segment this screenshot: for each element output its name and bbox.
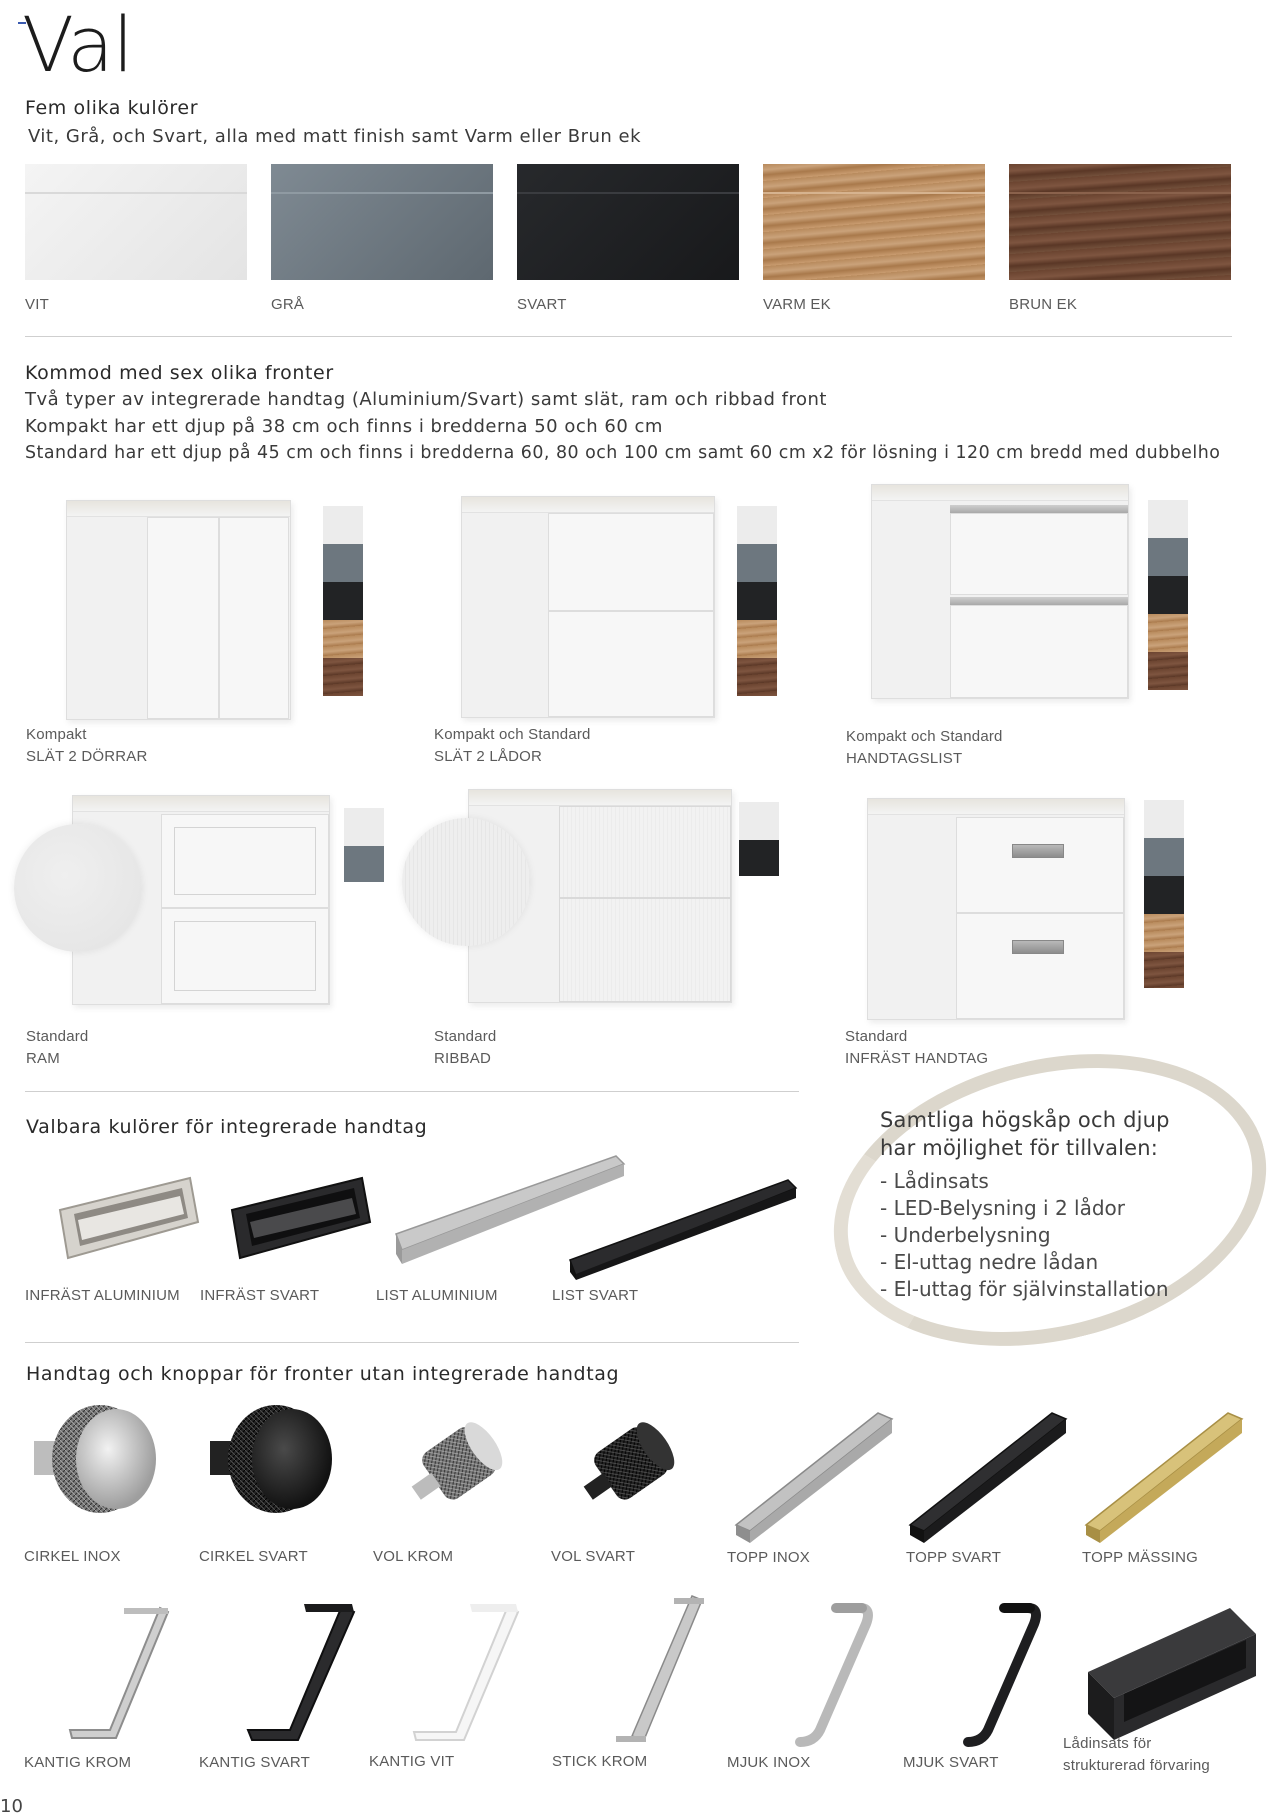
color-chip-vit — [323, 506, 363, 544]
infrast-svart-icon — [232, 1178, 370, 1258]
knobs-heading: Handtag och knoppar för fronter utan integrerade handtag — [26, 1363, 620, 1385]
cabinet-slat-2-lador — [461, 496, 715, 718]
color-chip-vit — [1144, 800, 1184, 838]
handle-label-kantig-svart: KANTIG SVART — [199, 1754, 311, 1771]
stick-krom-icon — [616, 1596, 704, 1742]
cabinet-handtagslist — [871, 484, 1129, 699]
detail-zoom-ram — [14, 824, 142, 952]
cirkel-inox-icon — [34, 1405, 156, 1513]
knob-label-cirkel-inox: CIRKEL INOX — [24, 1548, 121, 1565]
vol-krom-icon — [400, 1416, 509, 1516]
kantig-krom-icon — [70, 1608, 168, 1738]
fronts-line-1: Två typer av integrerade handtag (Aluminium/Svart) samt slät, ram och ribbad front — [25, 389, 827, 410]
cabinet-6-type: Standard — [845, 1028, 908, 1045]
option-item: - LED-Belysning i 2 lådor — [880, 1196, 1126, 1220]
swatch-label-svart: SVART — [517, 296, 567, 313]
option-item: - El-uttag för självinstallation — [880, 1277, 1169, 1301]
color-chip-svart — [1144, 876, 1184, 914]
knob-label-topp-svart: TOPP SVART — [906, 1549, 1002, 1566]
ladinsats-icon — [1088, 1608, 1256, 1740]
swatch-svart — [517, 164, 739, 280]
swatch-label-gra: GRÅ — [271, 296, 305, 313]
page-title: Val — [22, 0, 133, 89]
cabinet-4-name: RAM — [26, 1050, 60, 1067]
color-chip-gra — [323, 544, 363, 582]
cabinet-2-name: SLÄT 2 LÅDOR — [434, 748, 543, 765]
section-divider — [25, 1342, 799, 1343]
option-item: - El-uttag nedre lådan — [880, 1250, 1099, 1274]
swatch-label-varm-ek: VARM EK — [763, 296, 831, 313]
insert-label-line-2: strukturerad förvaring — [1063, 1757, 1210, 1774]
infrast-aluminium-icon — [60, 1178, 198, 1258]
color-chip-varm-ek — [1144, 914, 1184, 952]
handle-label-infrast-aluminium: INFRÄST ALUMINIUM — [25, 1287, 180, 1304]
mjuk-svart-icon — [968, 1608, 1036, 1742]
color-chip-vit — [737, 506, 777, 544]
topp-svart-icon — [910, 1413, 1066, 1543]
color-chip-gra — [1148, 538, 1188, 576]
option-item: - Lådinsats — [880, 1169, 989, 1193]
mjuk-inox-icon — [800, 1608, 868, 1742]
color-chip-svart — [739, 840, 779, 876]
section-divider — [25, 1091, 799, 1092]
cabinet-3-name: HANDTAGSLIST — [846, 750, 963, 767]
handles-row-2-illustration — [20, 1590, 1260, 1750]
section-divider — [25, 336, 1232, 337]
insert-label-line-1: Lådinsats för — [1063, 1735, 1152, 1752]
integrated-handles-illustration — [40, 1150, 810, 1280]
kantig-svart-icon — [248, 1604, 354, 1740]
knob-label-cirkel-svart: CIRKEL SVART — [199, 1548, 308, 1565]
cabinet-6-name: INFRÄST HANDTAG — [845, 1050, 989, 1067]
knobs-row-1-illustration — [20, 1395, 1260, 1545]
color-chip-gra — [1144, 838, 1184, 876]
knob-label-vol-svart: VOL SVART — [551, 1548, 636, 1565]
options-title-line-2: har möjlighet för tillvalen: — [880, 1136, 1159, 1160]
colors-subheading: Vit, Grå, och Svart, alla med matt finish samt Varm eller Brun ek — [28, 126, 642, 147]
swatch-label-brun-ek: BRUN EK — [1009, 296, 1078, 313]
color-chip-svart — [1148, 576, 1188, 614]
options-title-line-1: Samtliga högskåp och djup — [880, 1108, 1170, 1132]
list-svart-icon — [570, 1180, 796, 1280]
fronts-line-3: Standard har ett djup på 45 cm och finns i bredderna 60, 80 och 100 cm samt 60 cm x2 för lösning i 120 cm bredd med dubbelho — [25, 443, 1221, 463]
handle-label-list-aluminium: LIST ALUMINIUM — [376, 1287, 498, 1304]
color-chip-svart — [737, 582, 777, 620]
color-chip-vit — [739, 802, 779, 840]
colors-heading: Fem olika kulörer — [25, 97, 199, 119]
color-chip-gra — [344, 846, 384, 882]
detail-zoom-ribbad — [402, 818, 530, 946]
knob-label-topp-massing: TOPP MÄSSING — [1082, 1549, 1199, 1566]
cabinet-5-name: RIBBAD — [434, 1050, 492, 1067]
knob-label-vol-krom: VOL KROM — [373, 1548, 454, 1565]
swatch-brun-ek — [1009, 164, 1231, 280]
swatch-varm-ek — [763, 164, 985, 280]
color-chip-vit — [1148, 500, 1188, 538]
swatch-vit — [25, 164, 247, 280]
color-chip-vit — [344, 808, 384, 846]
color-chip-brun-ek — [1144, 952, 1184, 988]
page-number: 10 — [0, 1796, 23, 1817]
handle-label-mjuk-inox: MJUK INOX — [727, 1754, 811, 1771]
cabinet-4-type: Standard — [26, 1028, 89, 1045]
handle-label-stick-krom: STICK KROM — [552, 1753, 648, 1770]
option-item: - Underbelysning — [880, 1223, 1051, 1247]
topp-inox-icon — [736, 1413, 892, 1543]
color-chip-gra — [737, 544, 777, 582]
cabinet-infrast-handtag — [867, 798, 1125, 1020]
color-chip-brun-ek — [1148, 652, 1188, 690]
fronts-line-2: Kompakt har ett djup på 38 cm och finns i bredderna 50 och 60 cm — [25, 416, 663, 437]
topp-massing-icon — [1086, 1413, 1242, 1543]
fronts-heading: Kommod med sex olika fronter — [25, 362, 334, 384]
list-aluminium-icon — [396, 1156, 624, 1264]
vol-svart-icon — [572, 1416, 681, 1516]
handle-label-mjuk-svart: MJUK SVART — [903, 1754, 999, 1771]
cabinet-5-type: Standard — [434, 1028, 497, 1045]
handle-label-infrast-svart: INFRÄST SVART — [200, 1287, 320, 1304]
cabinet-slat-2-dorrar — [66, 500, 291, 720]
color-chip-brun-ek — [737, 658, 777, 696]
integrated-handles-heading: Valbara kulörer för integrerade handtag — [26, 1116, 428, 1138]
color-chip-varm-ek — [1148, 614, 1188, 652]
cirkel-svart-icon — [210, 1405, 332, 1513]
cabinet-1-type: Kompakt — [26, 726, 87, 743]
cabinet-3-type: Kompakt och Standard — [846, 728, 1003, 745]
kantig-vit-icon — [414, 1604, 518, 1740]
color-chip-svart — [323, 582, 363, 620]
color-chip-varm-ek — [737, 620, 777, 658]
cabinet-2-type: Kompakt och Standard — [434, 726, 591, 743]
handle-label-kantig-krom: KANTIG KROM — [24, 1754, 132, 1771]
knob-label-topp-inox: TOPP INOX — [727, 1549, 810, 1566]
swatch-label-vit: VIT — [25, 296, 49, 313]
swatch-gra — [271, 164, 493, 280]
cabinet-1-name: SLÄT 2 DÖRRAR — [26, 748, 148, 765]
handle-label-list-svart: LIST SVART — [552, 1287, 639, 1304]
color-chip-brun-ek — [323, 658, 363, 696]
handle-label-kantig-vit: KANTIG VIT — [369, 1753, 455, 1770]
color-chip-varm-ek — [323, 620, 363, 658]
